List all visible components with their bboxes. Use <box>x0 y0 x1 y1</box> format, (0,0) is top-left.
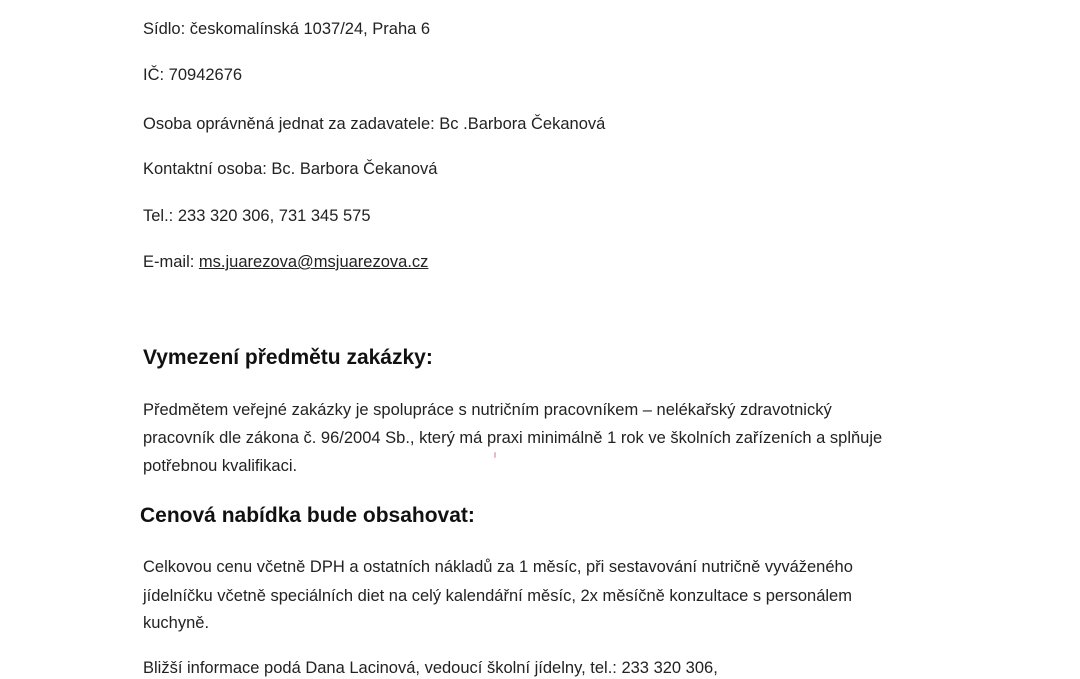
authorized-person-line: Osoba oprávněná jednat za zadavatele: Bc .Barbora Čekanová <box>143 115 606 133</box>
email-link[interactable]: ms.juarezova@msjuarezova.cz <box>198 253 429 271</box>
contact-person-line: Kontaktní osoba: Bc. Barbora Čekanová <box>143 160 438 178</box>
scan-speck <box>494 452 496 458</box>
offer-line-2: jídelníčku včetně speciálních diet na celý kalendářní měsíc, 2x měsíčně konzultace s personálem <box>143 587 852 605</box>
offer-heading: Cenová nabídka bude obsahovat: <box>140 504 475 527</box>
ico-line: IČ: 70942676 <box>143 66 243 84</box>
phone-line: Tel.: 233 320 306, 731 345 575 <box>143 207 371 225</box>
subject-line-3: potřebnou kvalifikaci. <box>143 457 298 475</box>
footer-info-line: Bližší informace podá Dana Lacinová, vedoucí školní jídelny, tel.: 233 320 306, <box>143 659 718 677</box>
subject-heading: Vymezení předmětu zakázky: <box>143 346 433 369</box>
email-label: E-mail: <box>143 253 199 271</box>
email-line <box>143 251 428 273</box>
subject-line-1: Předmětem veřejné zakázky je spolupráce s nutričním pracovníkem – nelékařský zdravotnický <box>143 401 832 419</box>
offer-line-1: Celkovou cenu včetně DPH a ostatních nákladů za 1 měsíc, při sestavování nutričně vyváženého <box>143 558 853 576</box>
seat-line: Sídlo: českomalínská 1037/24, Praha 6 <box>143 20 431 38</box>
offer-line-3: kuchyně. <box>143 614 210 632</box>
subject-line-2: pracovník dle zákona č. 96/2004 Sb., který má praxi minimálně 1 rok ve školních zařízeních a splňuje <box>143 429 883 447</box>
